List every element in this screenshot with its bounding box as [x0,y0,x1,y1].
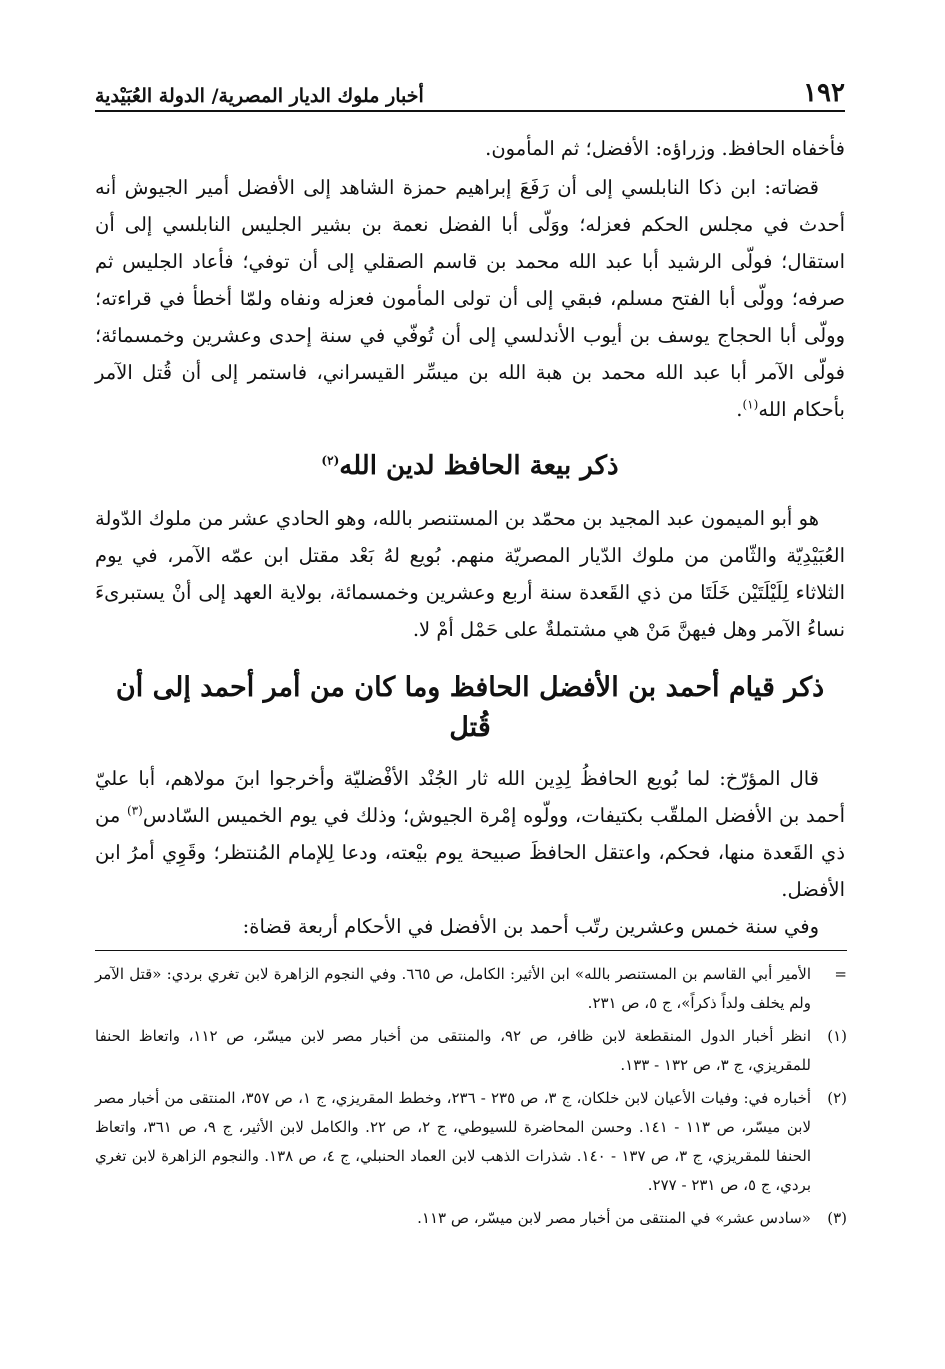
paragraph-text: قال المؤرّخ: لما بُويع الحافظُ لِدِين الله ثار الجُنْد الأفْضليّة وأخرجوا ابنَ مولاهم، أبا عليّ أحمد بن الأفضل الملقّب بكتيفات، وولّوه إمْرة الجيوش؛ وذلك في يوم الخميس السّادس [95,767,845,827]
paragraph-end: . [736,398,743,421]
paragraph-text: من ذي القَعدة منها، فحكم، واعتقل الحافظَ صبيحة يوم بيْعته، ودعا لِلإمام المُنتظر؛ وقَوِي أمرُ ابن الأفضل. [95,804,845,901]
heading-text: ذكر بيعة الحافظ لدين الله [339,451,619,481]
footnote-marker: (١) [827,1027,847,1045]
footnote-ref[interactable]: (١) [742,397,759,412]
paragraph [95,760,845,908]
paragraph: فأخفاه الحافظ. وزراؤه: الأفضل؛ ثم المأمون. [485,137,845,160]
main-text [95,130,845,945]
footnote [95,1084,847,1200]
footnote-text: انظر أخبار الدول المنقطعة لابن ظافر، ص ٩٢، والمنتقى من أخبار مصر لابن ميسّر، ص ١١٢، واتعاظ الحنفا للمقريزي، ج ٣، ص ١٣٢ - ١٣٣. [95,1027,811,1074]
page-number: ١٩٢ [803,78,845,108]
paragraph: وفي سنة خمس وعشرين رتّب أحمد بن الأفضل في الأحكام أربعة قضاة: [242,915,819,938]
footnote-marker: (٣) [827,1209,847,1227]
footnote [95,1204,847,1233]
footnotes [95,960,847,1237]
footnote-text: الأمير أبي القاسم بن المستنصر بالله» ابن الأثير: الكامل، ص ٦٦٥. وفي النجوم الزاهرة لابن تغري بردي: «قتل الآمر ولم يخلف ولداً ذكراً»، ج ٥، ص ٢٣١. [95,965,812,1012]
section-heading [95,446,845,486]
running-header [95,62,845,112]
page-content [95,62,845,945]
running-title: أخبار ملوك الديار المصرية/ الدولة العُبَيْدية [95,85,424,107]
footnote-divider [95,950,847,951]
section-heading: ذكر قيام أحمد بن الأفضل الحافظ وما كان من أمر أحمد إلى أن قُتل [115,672,825,743]
paragraph: هو أبو الميمون عبد المجيد بن محمّد بن المستنصر بالله، وهو الحادي عشر من ملوك الدّولة العُبَيْدِيّة والثّامن من ملوك الدّيار المصريّة منهم. بُويع لهُ بَعْد مقتل ابن عمّه الآمر، في يوم الثلاثاء لِلَيْلَتَيْن خَلَتَا من ذي القَعدة سنة أربع وعشرين وخمسمائة، بولاية العهد إلى أنْ يستبرىءَ نساءُ الآمر وهل فيهنَّ مَنْ هي مشتملةٌ على حَمْل أمْ لا. [95,507,845,641]
paragraph-judges [95,169,845,428]
paragraph-text: قضاته: ابن ذكا النابلسي إلى أن رَفَعَ إبراهيم حمزة الشاهد إلى الأفضل أمير الجيوش أنه أحدث في مجلس الحكم فعزله؛ ووَلّى أبا الفضل نعمة بن بشير الجليس النابلسي إلى أن استقال؛ فولّى الرشيد أبا عبد الله محمد بن قاسم الصقلي إلى أن توفي؛ فأعاد الجليس ثم صرفه؛ وولّى أبا الفتح مسلم، فبقي إلى أن تولى المأمون فعزله ونفاه ولمّا أخطأ في قراءته؛ وولّى أبا الحجاج يوسف بن أيوب الأندلسي إلى أن تُوفّي في سنة إحدى وعشرين وخمسمائة؛ فولّى الآمر أبا عبد الله محمد بن هبة الله بن ميسِّر القيسراني، فاستمر إلى أن قُتل الآمر بأحكام الله [95,176,845,421]
footnote-text: أخباره في: وفيات الأعيان لابن خلكان، ج ٣، ص ٢٣٥ - ٢٣٦، وخطط المقريزي، ج ١، ص ٣٥٧، المنتقى من أخبار مصر لابن ميسّر، ص ١١٣ - ١٤١. وحسن المحاضرة للسيوطي، ج ٢، ص ٢٢. والكامل لابن الأثير، ج ٩، ص ٣٦١، واتعاظ الحنفا للمقريزي، ج ٣، ص ١٣٧ - ١٤٠. شذرات الذهب لابن العماد الحنبلي، ج ٤، ص ١٣٨. والنجوم الزاهرة لابن تغري بردي، ج ٥، ص ٢٣١ - ٢٧٧. [95,1089,812,1194]
footnote-ref[interactable]: (٣) [126,803,143,818]
footnote-text: «سادس عشر» في المنتقى من أخبار مصر لابن ميسّر، ص ١١٣. [417,1209,811,1227]
footnote [95,960,847,1018]
footnote-marker: (٢) [827,1089,847,1107]
footnote-ref[interactable]: (٢) [321,453,340,468]
footnote [95,1022,847,1080]
footnote-marker: = [834,965,847,983]
